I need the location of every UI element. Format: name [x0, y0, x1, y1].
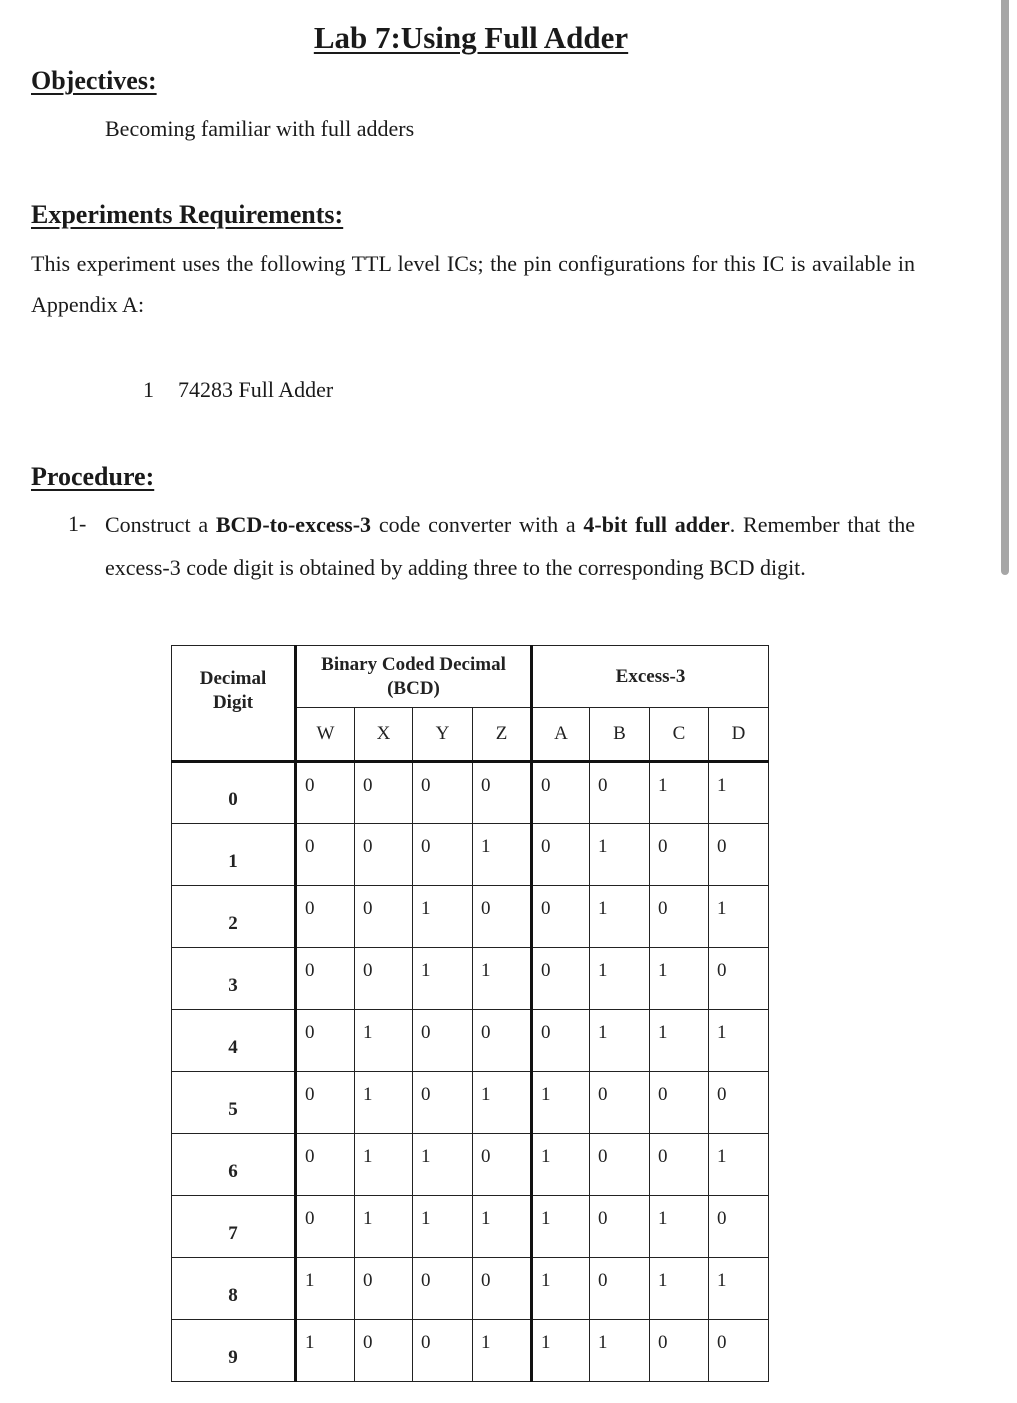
excess-bit-cell: 1 [590, 824, 650, 886]
bcd-excess3-table [171, 645, 769, 1382]
table-row [172, 1134, 769, 1196]
decimal-digit-cell: 8 [172, 1258, 296, 1320]
procedure-heading: Procedure: [31, 462, 155, 491]
decimal-digit-cell: 4 [172, 1010, 296, 1072]
excess-bit-cell: 0 [709, 1196, 769, 1258]
excess-bit-cell: 1 [590, 1320, 650, 1382]
excess-bit-cell: 0 [590, 762, 650, 824]
table-row [172, 948, 769, 1010]
requirements-text: This experiment uses the following TTL level ICs; the pin configurations for this IC is available in Appendix A: [31, 251, 915, 317]
excess-bit-cell: 0 [650, 1134, 709, 1196]
table-row [172, 824, 769, 886]
excess-bit-cell: 1 [709, 762, 769, 824]
bcd-bit-cell: 0 [413, 1010, 473, 1072]
page-title: Lab 7:Using Full Adder [313, 20, 629, 55]
excess-bit-cell: 1 [532, 1134, 590, 1196]
excess-bit-cell: 1 [532, 1258, 590, 1320]
table-row [172, 1196, 769, 1258]
bcd-bit-cell: 0 [296, 824, 355, 886]
bcd-bit-cell: 0 [355, 1320, 413, 1382]
bcd-bit-cell: 1 [473, 824, 532, 886]
excess-bit-cell: 1 [650, 1258, 709, 1320]
excess-bit-cell: 0 [650, 824, 709, 886]
excess-bit-cell: 1 [532, 1320, 590, 1382]
bcd-bit-cell: 1 [413, 886, 473, 948]
bcd-bit-cell: 0 [296, 1072, 355, 1134]
excess-bit-cell: 1 [650, 1196, 709, 1258]
table-row [172, 1072, 769, 1134]
excess-bit-cell: 1 [709, 1010, 769, 1072]
bcd-bit-cell: 1 [296, 1258, 355, 1320]
requirement-item-qty: 1 [143, 377, 154, 402]
bcd-bit-cell: 0 [413, 1320, 473, 1382]
step-text-bold: BCD-to-excess-3 [215, 512, 372, 537]
bcd-bit-cell: 1 [473, 1320, 532, 1382]
procedure-step-text [105, 503, 915, 589]
excess-bit-cell: 1 [650, 1010, 709, 1072]
bcd-bit-cell: 0 [296, 1010, 355, 1072]
bcd-bit-cell: 0 [413, 762, 473, 824]
bcd-bit-cell: 0 [413, 1072, 473, 1134]
header-col-y: Y [413, 708, 473, 762]
bcd-bit-cell: 0 [473, 886, 532, 948]
bcd-bit-cell: 0 [355, 948, 413, 1010]
header-col-z: Z [473, 708, 532, 762]
bcd-bit-cell: 0 [473, 1010, 532, 1072]
table-row [172, 886, 769, 948]
excess-bit-cell: 0 [590, 1134, 650, 1196]
requirements-heading: Experiments Requirements: [31, 200, 344, 229]
decimal-digit-cell: 3 [172, 948, 296, 1010]
header-col-b: B [590, 708, 650, 762]
header-col-a: A [532, 708, 590, 762]
excess-bit-cell: 0 [532, 948, 590, 1010]
vertical-scrollbar[interactable] [1001, 0, 1009, 575]
excess-bit-cell: 1 [590, 948, 650, 1010]
excess-bit-cell: 1 [709, 886, 769, 948]
decimal-digit-cell: 1 [172, 824, 296, 886]
bcd-bit-cell: 0 [355, 886, 413, 948]
excess-bit-cell: 0 [532, 762, 590, 824]
decimal-digit-cell: 6 [172, 1134, 296, 1196]
bcd-bit-cell: 1 [296, 1320, 355, 1382]
bcd-bit-cell: 1 [355, 1134, 413, 1196]
excess-bit-cell: 0 [709, 948, 769, 1010]
bcd-bit-cell: 1 [355, 1010, 413, 1072]
excess-bit-cell: 1 [590, 1010, 650, 1072]
decimal-digit-cell: 7 [172, 1196, 296, 1258]
bcd-bit-cell: 1 [473, 1072, 532, 1134]
bcd-bit-cell: 1 [355, 1196, 413, 1258]
bcd-bit-cell: 0 [355, 762, 413, 824]
excess-bit-cell: 0 [590, 1072, 650, 1134]
excess-bit-cell: 1 [709, 1134, 769, 1196]
bcd-bit-cell: 0 [413, 1258, 473, 1320]
table-row [172, 1320, 769, 1382]
header-col-w: W [296, 708, 355, 762]
step-text-part: code converter with a [371, 512, 584, 537]
header-col-x: X [355, 708, 413, 762]
excess-bit-cell: 0 [650, 1320, 709, 1382]
bcd-bit-cell: 1 [473, 948, 532, 1010]
excess-bit-cell: 1 [590, 886, 650, 948]
step-text-part: Construct a [105, 512, 216, 537]
bcd-bit-cell: 1 [413, 948, 473, 1010]
excess-bit-cell: 0 [650, 1072, 709, 1134]
header-col-c: C [650, 708, 709, 762]
decimal-digit-cell: 2 [172, 886, 296, 948]
excess-bit-cell: 1 [650, 762, 709, 824]
step-text-part: . Remember that the excess-3 code digit is obtained by adding three to the corresponding BCD digit. [105, 512, 915, 580]
procedure-step-number: 1- [68, 511, 87, 536]
excess-bit-cell: 0 [650, 886, 709, 948]
header-bcd-group: Binary Coded Decimal (BCD) [296, 646, 532, 708]
table-row [172, 1258, 769, 1320]
decimal-digit-cell: 5 [172, 1072, 296, 1134]
excess-bit-cell: 0 [590, 1196, 650, 1258]
bcd-bit-cell: 0 [413, 824, 473, 886]
header-decimal-digit: Decimal Digit [172, 646, 296, 762]
table-row [172, 762, 769, 824]
excess-bit-cell: 0 [532, 1010, 590, 1072]
step-text-bold: 4-bit full adder [583, 512, 730, 537]
bcd-bit-cell: 0 [296, 762, 355, 824]
bcd-bit-cell: 1 [473, 1196, 532, 1258]
excess-bit-cell: 0 [532, 886, 590, 948]
decimal-digit-cell: 9 [172, 1320, 296, 1382]
bcd-bit-cell: 0 [355, 824, 413, 886]
objectives-text: Becoming familiar with full adders [105, 116, 415, 141]
bcd-bit-cell: 0 [296, 886, 355, 948]
header-excess3-group: Excess-3 [532, 646, 769, 708]
bcd-bit-cell: 0 [296, 1134, 355, 1196]
bcd-bit-cell: 1 [413, 1196, 473, 1258]
excess-bit-cell: 0 [709, 824, 769, 886]
bcd-bit-cell: 0 [296, 1196, 355, 1258]
bcd-bit-cell: 0 [473, 1258, 532, 1320]
excess-bit-cell: 0 [709, 1072, 769, 1134]
bcd-bit-cell: 0 [473, 762, 532, 824]
header-col-d: D [709, 708, 769, 762]
excess-bit-cell: 0 [590, 1258, 650, 1320]
decimal-digit-cell: 0 [172, 762, 296, 824]
excess-bit-cell: 0 [532, 824, 590, 886]
excess-bit-cell: 1 [532, 1072, 590, 1134]
excess-bit-cell: 1 [532, 1196, 590, 1258]
excess-bit-cell: 0 [709, 1320, 769, 1382]
objectives-heading: Objectives: [31, 66, 157, 95]
bcd-bit-cell: 0 [296, 948, 355, 1010]
excess-bit-cell: 1 [709, 1258, 769, 1320]
bcd-bit-cell: 1 [355, 1072, 413, 1134]
table-row [172, 1010, 769, 1072]
bcd-bit-cell: 1 [413, 1134, 473, 1196]
bcd-bit-cell: 0 [355, 1258, 413, 1320]
excess-bit-cell: 1 [650, 948, 709, 1010]
requirement-item-name: 74283 Full Adder [178, 377, 334, 402]
bcd-bit-cell: 0 [473, 1134, 532, 1196]
